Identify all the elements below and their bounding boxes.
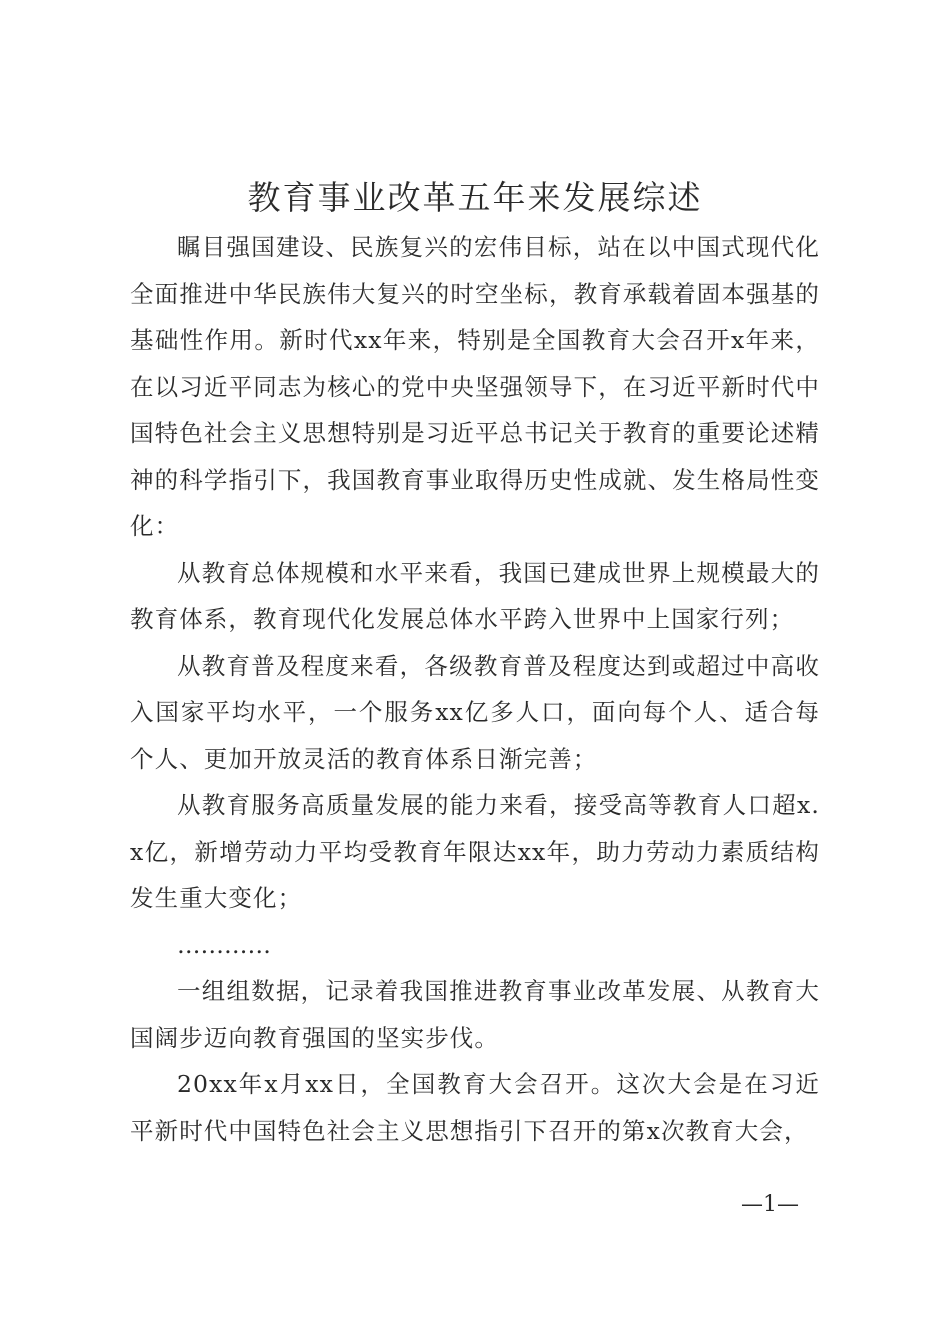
paragraph-service-capacity: 从教育服务高质量发展的能力来看，接受高等教育人口超x.x亿，新增劳动力平均受教育年限达xx年，助力劳动力素质结构发生重大变化； [130,791,820,912]
page-number: —1— [741,1192,799,1217]
paragraph-data-summary: 一组组数据，记录着我国推进教育事业改革发展、从教育大国阔步迈向教育强国的坚实步伐。 [130,977,820,1052]
paragraph-popularization: 从教育普及程度来看，各级教育普及程度达到或超过中高收入国家平均水平，一个服务xx亿多人口，面向每个人、适合每个人、更加开放灵活的教育体系日渐完善； [130,651,820,773]
document-title: 教育事业改革五年来发展综述 [247,178,703,217]
paragraph-intro: 瞩目强国建设、民族复兴的宏伟目标，站在以中国式现代化全面推进中华民族伟大复兴的时空坐标，教育承载着固本强基的基础性作用。新时代xx年来，特别是全国教育大会召开x年来，在以习近平同志为核心的党中央坚强领导下，在习近平新时代中国特色社会主义思想特别是习近平总书记关于教育的重要论述精神的科学指引下，我国教育事业取得历史性成就、发生格局性变化： [130,233,820,540]
paragraph-ellipsis: ………… [177,930,271,959]
document-body [130,224,820,1154]
paragraph-scale: 从教育总体规模和水平来看，我国已建成世界上规模最大的教育体系，教育现代化发展总体水平跨入世界中上国家行列； [130,558,820,633]
paragraph-conference: 20xx年x月xx日，全国教育大会召开。这次大会是在习近平新时代中国特色社会主义思想指引下召开的第x次教育大会， [130,1070,820,1145]
